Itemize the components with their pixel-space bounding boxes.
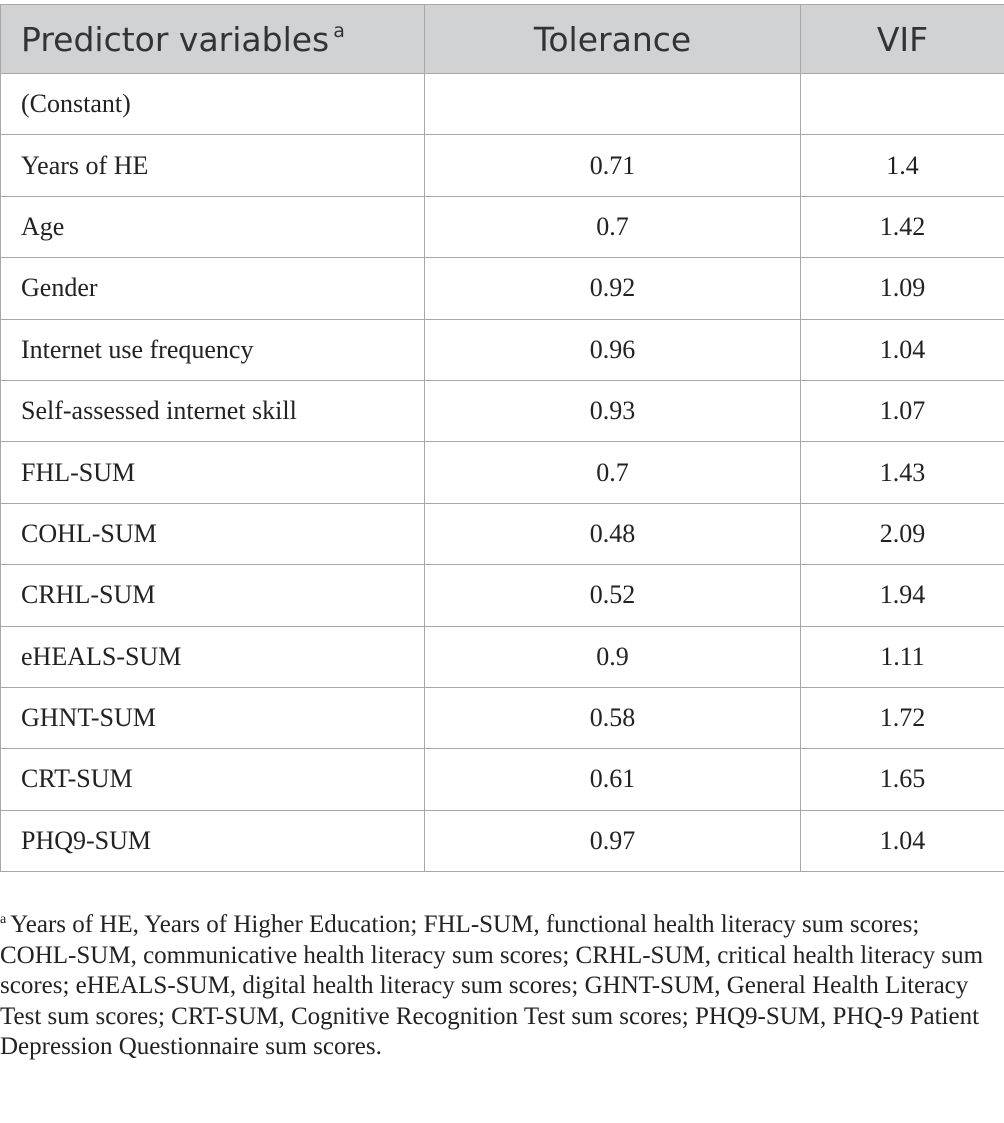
cell-predictor-variable: (Constant) bbox=[1, 74, 425, 135]
cell-predictor-variable: COHL-SUM bbox=[1, 503, 425, 564]
footnote-text: Years of HE, Years of Higher Education; FHL-SUM, functional health literacy sum scores; COHL-SUM, communicative health literacy sum scores; CRHL-SUM, critical health literacy sum scores; eHEALS-SUM, digital health literacy sum scores; GHNT-SUM, General Health Literacy Test sum scores; CRT-SUM, Cognitive Recognition Test sum scores; PHQ9-SUM, PHQ-9 Patient Depression Questionnaire sum scores. bbox=[0, 911, 984, 1061]
cell-vif: 1.4 bbox=[801, 135, 1004, 196]
header-predictor-label: Predictor variables bbox=[21, 19, 330, 59]
table-row bbox=[1, 319, 1004, 380]
table-row bbox=[1, 810, 1004, 871]
header-predictor-variables bbox=[1, 5, 425, 74]
cell-vif: 1.04 bbox=[801, 810, 1004, 871]
cell-predictor-variable: Self-assessed internet skill bbox=[1, 380, 425, 441]
header-row bbox=[1, 5, 1004, 74]
cell-vif: 1.04 bbox=[801, 319, 1004, 380]
table-row bbox=[1, 442, 1004, 503]
table-header bbox=[1, 5, 1004, 74]
cell-tolerance: 0.58 bbox=[425, 687, 801, 748]
cell-predictor-variable: FHL-SUM bbox=[1, 442, 425, 503]
cell-predictor-variable: Gender bbox=[1, 258, 425, 319]
cell-tolerance: 0.97 bbox=[425, 810, 801, 871]
cell-tolerance: 0.48 bbox=[425, 503, 801, 564]
cell-vif: 1.42 bbox=[801, 196, 1004, 257]
table-row bbox=[1, 565, 1004, 626]
collinearity-table bbox=[0, 4, 1004, 872]
collinearity-table-container bbox=[0, 4, 1004, 872]
cell-tolerance: 0.52 bbox=[425, 565, 801, 626]
table-row bbox=[1, 74, 1004, 135]
table-row bbox=[1, 626, 1004, 687]
cell-vif: 1.09 bbox=[801, 258, 1004, 319]
cell-predictor-variable: CRT-SUM bbox=[1, 749, 425, 810]
cell-vif bbox=[801, 74, 1004, 135]
header-vif: VIF bbox=[801, 5, 1004, 74]
cell-tolerance: 0.92 bbox=[425, 258, 801, 319]
cell-predictor-variable: Age bbox=[1, 196, 425, 257]
cell-predictor-variable: CRHL-SUM bbox=[1, 565, 425, 626]
cell-tolerance: 0.71 bbox=[425, 135, 801, 196]
cell-vif: 1.72 bbox=[801, 687, 1004, 748]
header-footnote-marker: a bbox=[333, 19, 345, 42]
table-row bbox=[1, 503, 1004, 564]
cell-tolerance: 0.7 bbox=[425, 442, 801, 503]
header-tolerance: Tolerance bbox=[425, 5, 801, 74]
cell-tolerance: 0.61 bbox=[425, 749, 801, 810]
cell-tolerance bbox=[425, 74, 801, 135]
table-row bbox=[1, 687, 1004, 748]
cell-vif: 1.65 bbox=[801, 749, 1004, 810]
cell-predictor-variable: PHQ9-SUM bbox=[1, 810, 425, 871]
cell-predictor-variable: Years of HE bbox=[1, 135, 425, 196]
cell-vif: 1.94 bbox=[801, 565, 1004, 626]
table-row bbox=[1, 196, 1004, 257]
cell-vif: 1.43 bbox=[801, 442, 1004, 503]
cell-tolerance: 0.96 bbox=[425, 319, 801, 380]
table-row bbox=[1, 135, 1004, 196]
table-footnote bbox=[0, 905, 1000, 1063]
table-row bbox=[1, 258, 1004, 319]
cell-predictor-variable: eHEALS-SUM bbox=[1, 626, 425, 687]
cell-vif: 2.09 bbox=[801, 503, 1004, 564]
cell-tolerance: 0.9 bbox=[425, 626, 801, 687]
table-body bbox=[1, 74, 1004, 872]
cell-predictor-variable: GHNT-SUM bbox=[1, 687, 425, 748]
table-row bbox=[1, 749, 1004, 810]
cell-tolerance: 0.7 bbox=[425, 196, 801, 257]
cell-vif: 1.11 bbox=[801, 626, 1004, 687]
table-row bbox=[1, 380, 1004, 441]
cell-tolerance: 0.93 bbox=[425, 380, 801, 441]
footnote-marker: a bbox=[0, 912, 7, 927]
cell-vif: 1.07 bbox=[801, 380, 1004, 441]
cell-predictor-variable: Internet use frequency bbox=[1, 319, 425, 380]
